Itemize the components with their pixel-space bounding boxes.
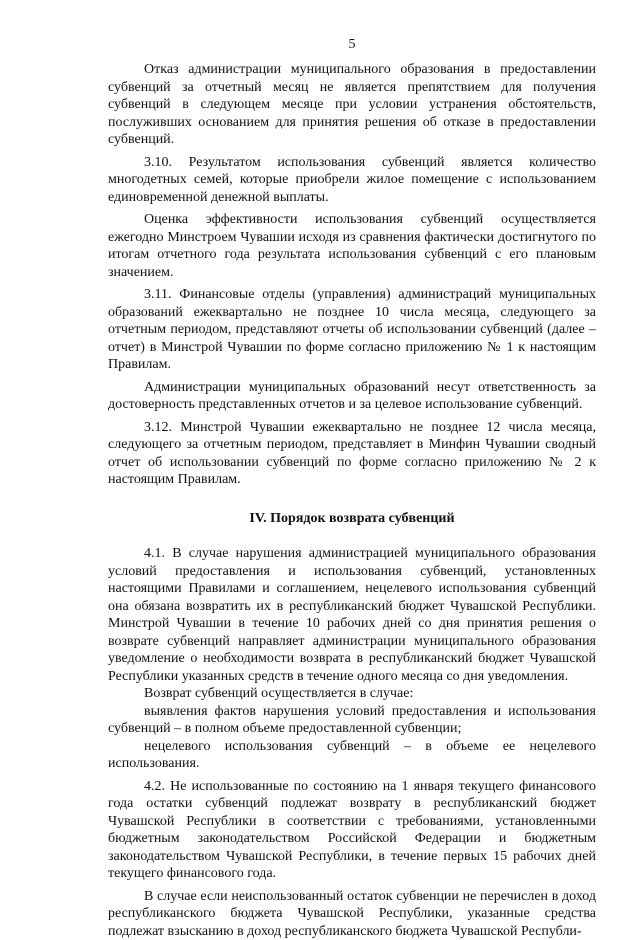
paragraph-misuse: нецелевого использования субвенций – в объеме ее нецелевого использования.: [108, 738, 596, 773]
page-content: [108, 61, 596, 940]
paragraph-recovery: В случае если неиспользованный остаток субвенции не перечислен в доход республиканского бюджета Чувашской Республики, указанные средства подлежат взысканию в доход республиканского бюджета Чувашской Республи-: [108, 888, 596, 940]
paragraph-violation-facts: выявления фактов нарушения условий предоставления и использования субвенций – в полном объеме предоставленной субвенции;: [108, 703, 596, 738]
paragraph-3-10-result: 3.10. Результатом использования субвенций является количество многодетных семей, которые приобрели жилое помещение с использованием единовременной денежной выплаты.: [108, 154, 596, 207]
paragraph-3-12-summary-report: 3.12. Минстрой Чувашии ежеквартально не позднее 12 числа месяца, следующего за отчетным периодом, представляет в Минфин Чувашии сводный отчет об использовании субвенций по форме согласно приложению № 2 к настоящим Правилам.: [108, 419, 596, 489]
paragraph-refusal-not-obstacle: Отказ администрации муниципального образования в предоставлении субвенций за отчетный месяц не является препятствием для получения субвенций в следующем месяце при условии устранения обстоятельств, послуживших основанием для принятия решения об отказе в предоставлении субвенций.: [108, 61, 596, 149]
paragraph-4-1-violation: 4.1. В случае нарушения администрацией муниципального образования условий предоставления и использования субвенций, установленных настоящими Правилами и соглашением, нецелевого использования субвенций она обязана возвратить их в республиканский бюджет Чувашской Республики. Минстрой Чувашии в течение 10 рабочих дней со дня принятия решения о возврате субвенций направляет администрации муниципального образования уведомление о необходимости возврата в республиканский бюджет Чувашской Республики указанных средств в течение одного месяца со дня уведомления.: [108, 545, 596, 685]
paragraph-3-11-reports: 3.11. Финансовые отделы (управления) администраций муниципальных образований ежеквартально не позднее 10 числа месяца, следующего за отчетным периодом, представляют отчеты об использовании субвенций (далее – отчет) в Минстрой Чувашии по форме согласно приложению № 1 к настоящим Правилам.: [108, 286, 596, 374]
paragraph-efficiency-evaluation: Оценка эффективности использования субвенций осуществляется ежегодно Минстроем Чувашии исходя из сравнения фактически достигнутого по итогам отчетного года результата использования субвенций с его плановым значением.: [108, 211, 596, 281]
page-number: 5: [108, 37, 596, 53]
document-page: [108, 0, 596, 905]
paragraph-4-2-unused-balances: 4.2. Не использованные по состоянию на 1 января текущего финансового года остатки субвенций подлежат возврату в республиканский бюджет Чувашской Республики в соответствии с требованиями, установленными бюджетным законодательством Российской Федерации и бюджетным законодательством Чувашской Республики, в течение первых 15 рабочих дней текущего финансового года.: [108, 778, 596, 883]
section-heading: IV. Порядок возврата субвенций: [108, 510, 596, 528]
paragraph-return-cases: Возврат субвенций осуществляется в случае:: [108, 685, 596, 703]
paragraph-responsibility: Администрации муниципальных образований несут ответственность за достоверность представленных отчетов и за целевое использование субвенций.: [108, 379, 596, 414]
